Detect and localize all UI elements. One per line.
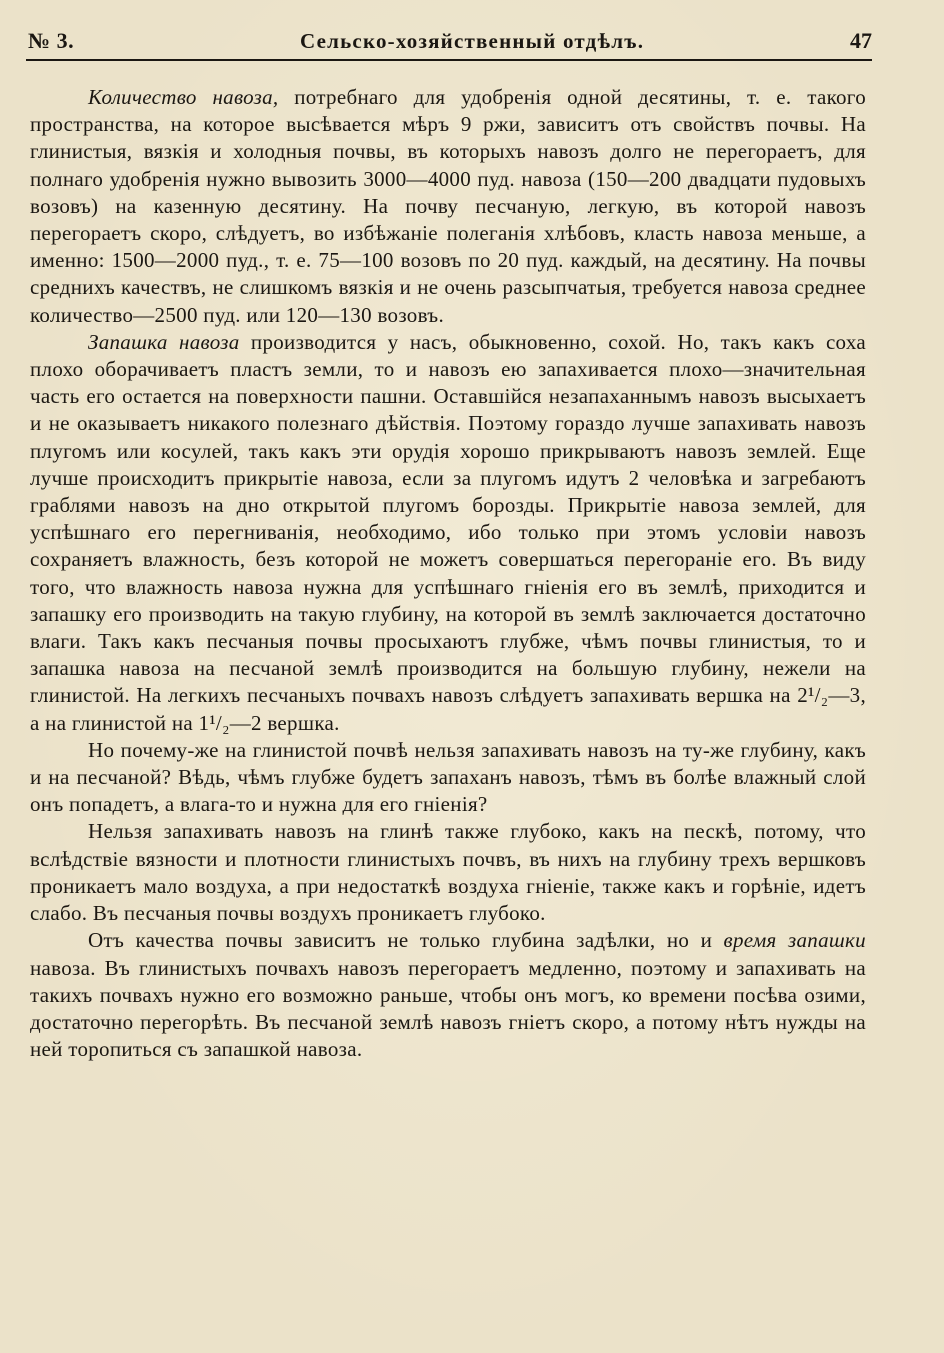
paragraph-text: Нельзя запахивать навозъ на глинѣ также глубоко, какъ на пескѣ, потому, что вслѣдствіе вязности и плотности глинистыхъ почвъ, въ нихъ на глубину трехъ вершковъ проникаетъ мало воздуха, а при недостаткѣ воздуха гніеніе, также какъ и горѣніе, идетъ слабо. Въ песчаныя почвы воздухъ проникаетъ глубоко. [30,819,866,926]
paragraph-question [30,737,866,819]
running-header [28,28,872,58]
article-body [30,84,866,1063]
paragraph-text-after: навоза. Въ глинистыхъ почвахъ навозъ перегораетъ медленно, поэтому и запахивать на такихъ почвахъ нужно его возможно раньше, чтобы онъ могъ, ко времени посѣва озими, достаточно перегорѣть. Въ песчаной землѣ навозъ гніетъ скоро, а потому нѣтъ нужды на ней торопиться съ запашкой навоза. [30,955,866,1062]
paragraph-manure-ploughing [30,329,866,737]
paragraph-lead-italic: Количество навоза, [88,85,279,109]
paragraph-text: Но почему-же на глинистой почвѣ нельзя запахивать навозъ на ту-же глубину, какъ и на песчаной? Вѣдь, чѣмъ глубже будетъ запаханъ навозъ, тѣмъ въ болѣе влажный слой онъ попадетъ, а влага-то и нужна для его гніенія? [30,737,866,817]
paragraph-text: Отъ качества почвы зависитъ не только глубина задѣлки, но и [88,928,724,953]
paragraph-text: производится у насъ, обыкновенно, сохой. Но, такъ какъ соха плохо оборачиваетъ пластъ земли, то и навозъ ею запахивается плохо—значительная часть его остается на поверхности пашни. Оставшійся незапаханнымъ навозъ высыхаетъ и не оказываетъ никакого полезнаго дѣйствія. Поэтому гораздо лучше запахивать навозъ плугомъ или косулей, такъ какъ эти орудія хорошо прикрываютъ навозъ землей. Еще лучше происходитъ прикрытіе навоза, если за плугомъ идутъ 2 человѣка и загребаютъ граблями навозъ на дно открытой плугомъ борозды. Прикрытіе навоза землей, для успѣшнаго его перегниванія, необходимо, ибо только при этомъ условіи навозъ сохраняетъ влажность, безъ которой не можетъ совершаться перегораніе его. Въ виду того, что влажность навоза нужна для успѣшнаго гніенія его въ землѣ, приходится и запашку его производить на такую глубину, на которой въ землѣ заключается достаточно влаги. Такъ какъ песчаныя почвы просыхаютъ глубже, чѣмъ почвы глинистыя, то и запашка навоза на песчаной землѣ производится на большую глубину, нежели на глинистой. На легкихъ песчаныхъ почвахъ навозъ слѣдуетъ запахивать вершка на 2¹/₂—3, а на глинистой на 1¹/₂—2 вершка. [30,329,866,735]
paragraph-mid-italic: время запашки [723,928,866,953]
header-rule [26,59,872,61]
issue-number: № 3. [28,28,75,53]
section-title: Сельско-хозяйственный отдѣлъ. [300,29,645,53]
paragraph-ploughing-time [30,927,866,1063]
paragraph-manure-quantity [30,84,866,329]
page-number: 47 [850,28,872,53]
paragraph-answer [30,818,866,927]
paragraph-lead-italic: Запашка навоза [88,329,240,354]
paragraph-text: потребнаго для удобренія одной десятины, т. е. такого пространства, на которое высѣвается мѣръ 9 ржи, зависитъ отъ свойствъ почвы. На глинистыя, вязкія и холодныя почвы, въ которыхъ навозъ долго не перегораетъ, для полнаго удобренія нужно вывозить 3000—4000 пуд. навоза (150—200 двадцати пудовыхъ возовъ) на казенную десятину. На почву песчаную, легкую, въ которой навозъ перегораетъ скоро, слѣдуетъ, во избѣжаніе полеганія хлѣбовъ, класть навоза меньше, а именно: 1500—2000 пуд., т. е. 75—100 возовъ по 20 пуд. каждый, на десятину. На почвы среднихъ качествъ, не слишкомъ вязкія и не очень разсыпчатыя, требуется навоза среднее количество—2500 пуд. или 120—130 возовъ. [30,85,866,327]
